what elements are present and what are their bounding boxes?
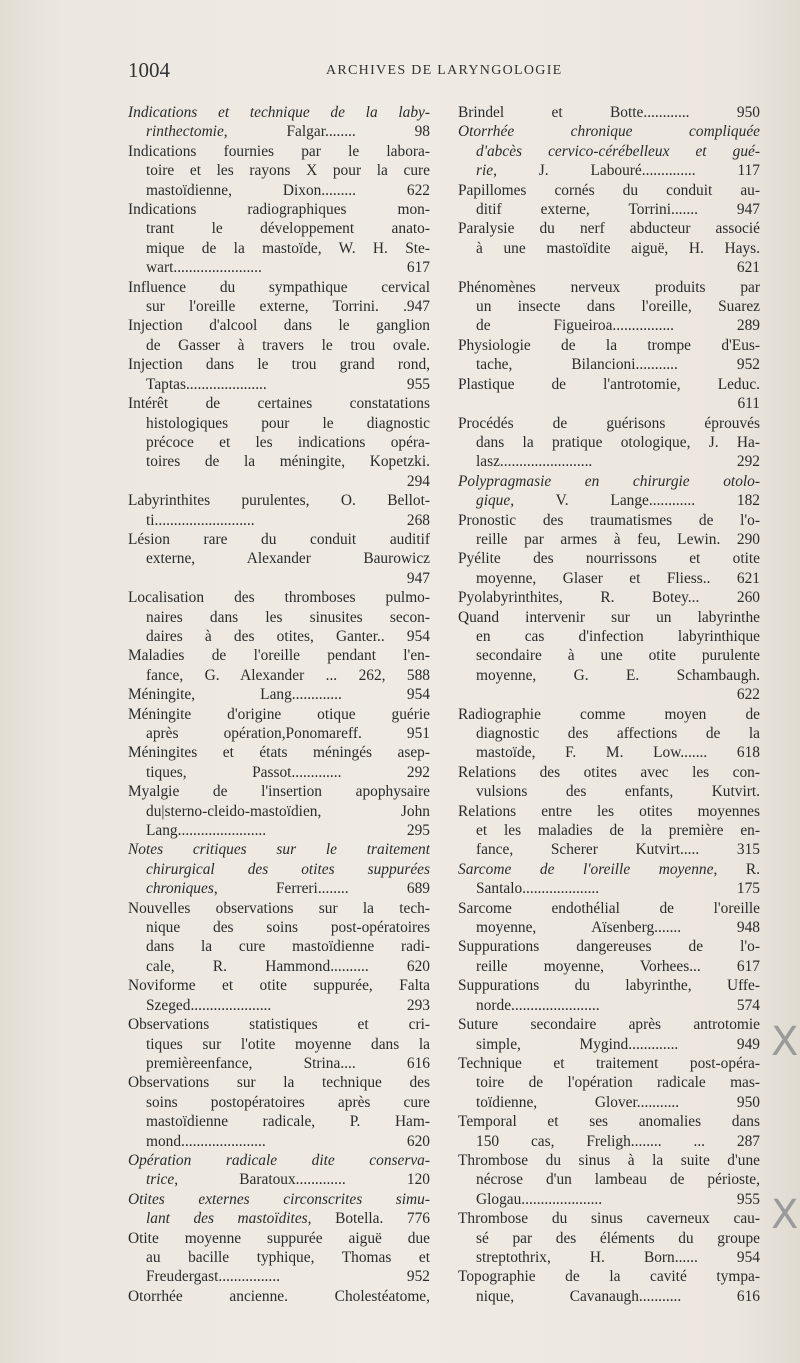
index-entry [458,336,760,375]
index-line: Observations sur la technique des [128,1074,430,1092]
index-line: Santalo.................... 175 [476,880,760,898]
index-line: Intérêt de certaines constatations [128,395,430,413]
index-line: Méningite, Lang............. 954 [128,686,430,704]
index-line: Plastique de l'antrotomie, Leduc. [458,375,760,393]
index-line: Lésion rare du conduit auditif [128,530,430,548]
index-line: moyenne, Glaser et Fliess.. 621 [476,569,760,587]
index-line: Injection d'alcool dans le ganglion [128,317,430,335]
index-line: mastoïde, F. M. Low....... 618 [476,744,760,762]
index-entry [458,278,760,336]
index-line: moyenne, G. E. Schambaugh. [476,666,760,684]
index-entry [128,316,430,355]
index-line: Pronostic des traumatismes de l'o- [458,511,760,529]
index-page-ref: 621 [736,259,760,277]
index-line: rie, J. Labouré.............. 117 [476,162,760,180]
index-entry [128,491,430,530]
index-line: histologiques pour le diagnostic [146,414,430,432]
index-entry [458,103,760,122]
index-page-ref: 611 [737,395,760,413]
index-entry [458,588,760,607]
index-entry [458,549,760,588]
index-line: Relations entre les otites moyennes [458,802,760,820]
index-line: en cas d'infection labyrinthique [476,627,760,645]
index-line: Otorrhée ancienne. Cholestéatome, [128,1287,430,1305]
index-line: Relations des otites avec les con- [458,763,760,781]
index-entry [458,181,760,220]
index-entry [458,802,760,860]
index-entry [128,1015,430,1073]
index-entry [128,1151,430,1190]
index-entry [458,219,760,277]
index-line: toire et les rayons X pour la cure [146,162,430,180]
index-line: reille moyenne, Vorhees... 617 [476,957,760,975]
index-line: et les maladies de la première en- [476,822,760,840]
index-line: 150 cas, Freligh........ ... 287 [476,1132,760,1150]
index-entry [458,705,760,763]
index-line: cale, R. Hammond.......... 620 [146,957,430,975]
index-line: toire de l'opération radicale mas- [476,1074,760,1092]
index-line: sé par des éléments du groupe [476,1229,760,1247]
index-entry [128,530,430,588]
index-line: toïdienne, Glover........... 950 [476,1093,760,1111]
index-entry [128,1190,430,1229]
index-line: Polypragmasie en chirurgie otolo- [458,472,760,490]
index-line: naires dans les sinusites secon- [146,608,430,626]
index-line: Notes critiques sur le traitement [128,841,430,859]
index-line: Temporal et ses anomalies dans [458,1113,760,1131]
index-line: Taptas..................... 955 [146,375,430,393]
index-line: après opération,Ponomareff. 951 [146,725,430,742]
index-entry [128,743,430,782]
index-line: norde....................... 574 [476,996,760,1014]
index-line: nique des soins post-opératoires [146,919,430,937]
index-line: Topographie de la cavité tympa- [458,1268,760,1286]
index-line: Phénomènes nerveux produits par [458,278,760,296]
index-entry [458,608,760,705]
index-line: Indications fournies par le labora- [128,142,430,160]
index-entry [128,1073,430,1151]
index-line: toires de la méningite, Kopetzki. [146,453,430,471]
index-line: mastoïdienne, Dixon......... 622 [146,181,430,199]
index-entry [128,899,430,977]
index-line: moyenne, Aïsenberg....... 948 [476,919,760,937]
index-line: mique de la mastoïde, W. H. Ste- [146,239,430,257]
index-line: dans la pratique otologique, J. Ha- [476,433,760,451]
index-line: Otite moyenne suppurée aiguë due [128,1229,430,1247]
index-line: chirurgical des otites suppurées [146,860,430,878]
index-line: Szeged..................... 293 [146,996,430,1014]
index-line: Freudergast................ 952 [146,1268,430,1286]
index-line: Labyrinthites purulentes, O. Bellot- [128,492,430,510]
index-line: mastoïdienne radicale, P. Ham- [146,1113,430,1131]
index-page-ref: 947 [406,569,430,587]
index-line: à une mastoïdite aiguë, H. Hays. [476,239,760,257]
index-line: fance, Scherer Kutvirt..... 315 [476,841,760,859]
index-entry [128,103,430,142]
index-page-ref: 294 [406,472,430,490]
index-entry [458,511,760,550]
index-entry [128,976,430,1015]
index-entry [128,1287,430,1306]
index-line: précoce et les indications opéra- [146,433,430,451]
index-line: lasz........................ 292 [476,453,760,471]
index-column-left [128,103,430,1306]
index-line: Myalgie de l'insertion apophysaire [128,783,430,801]
index-entry [458,860,760,899]
index-entry [128,278,430,317]
index-line: Indications radiographiques mon- [128,201,430,219]
index-entry [458,1112,760,1151]
index-line: externe, Alexander Baurowicz [146,550,430,568]
index-line: Otorrhée chronique compliquée [458,123,760,141]
index-entry [458,1015,760,1054]
page-header [128,58,738,88]
index-line: Papillomes cornés du conduit au- [458,181,760,199]
index-line: Sarcome endothélial de l'oreille [458,899,760,917]
index-line: Radiographie comme moyen de [458,705,760,723]
index-line: Nouvelles observations sur la tech- [128,899,430,917]
index-entry [458,1209,760,1267]
index-page-ref: 622 [736,686,760,704]
index-line: Suppurations du labyrinthe, Uffe- [458,977,760,995]
index-line: Technique et traitement post-opéra- [458,1054,760,1072]
index-line: tiques, Passot............. 292 [146,763,430,781]
index-line: nique, Cavanaugh........... 616 [476,1287,760,1305]
index-line: lant des mastoïdites, Botella. 776 [146,1210,430,1228]
index-line: ditif externe, Torrini....... 947 [476,201,760,219]
index-line: Paralysie du nerf abducteur associé [458,220,760,238]
index-line: Maladies de l'oreille pendant l'en- [128,647,430,665]
index-line: rinthectomie, Falgar........ 98 [146,123,430,141]
index-line: Suppurations dangereuses de l'o- [458,938,760,956]
index-line: Thrombose du sinus à la suite d'une [458,1151,760,1169]
index-entry [458,976,760,1015]
index-line: wart....................... 617 [146,259,430,277]
index-entry [458,414,760,472]
index-line: soins postopératoires après cure [146,1093,430,1111]
index-entry [458,899,760,938]
index-line: nécrose d'un lambeau de périoste, [476,1171,760,1189]
index-line: Thrombose du sinus caverneux cau- [458,1210,760,1228]
index-entry [128,355,430,394]
index-entry [458,1151,760,1209]
margin-mark: X [771,1192,799,1238]
index-line: Observations statistiques et cri- [128,1016,430,1034]
index-entry [458,122,760,180]
index-line: Glogau..................... 955 [476,1190,760,1208]
index-line: au bacille typhique, Thomas et [146,1248,430,1266]
index-line: gique, V. Lange............ 182 [476,492,760,510]
index-line: reille par armes à feu, Lewin. 290 [476,530,760,548]
running-title: ARCHIVES DE LARYNGOLOGIE [326,63,563,78]
index-line: du|sterno-cleido-mastoïdien, John [146,802,430,820]
index-line: trant le développement anato- [146,220,430,238]
index-line: Méningites et états méningés asep- [128,744,430,762]
index-entry [128,705,430,744]
index-line: secondaire à une otite purulente [476,647,760,665]
index-line: trice, Baratoux............. 120 [146,1171,430,1189]
index-line: diagnostic des affections de la [476,725,760,742]
index-line: Noviforme et otite suppurée, Falta [128,977,430,995]
index-line: Suture secondaire après antrotomie [458,1016,760,1034]
index-line: Pyolabyrinthites, R. Botey... 260 [458,589,760,607]
index-column-right [458,103,760,1306]
index-entry [128,782,430,840]
index-line: de Figueiroa................ 289 [476,317,760,335]
index-line: tache, Bilancioni........... 952 [476,356,760,374]
margin-mark: X [771,1019,799,1065]
index-line: Opération radicale dite conserva- [128,1151,430,1169]
index-line: d'abcès cervico-cérébelleux et gué- [476,142,760,160]
index-line: Lang....................... 295 [146,822,430,840]
index-entry [458,763,760,802]
index-line: mond...................... 620 [146,1132,430,1150]
index-line: daires à des otites, Ganter.. 954 [146,627,430,645]
index-line: Physiologie de la trompe d'Eus- [458,336,760,354]
index-line: Localisation des thromboses pulmo- [128,589,430,607]
index-line: dans la cure mastoïdienne radi- [146,938,430,956]
index-line: Brindel et Botte............ 950 [458,104,760,121]
index-line: premièreenfance, Strina.... 616 [146,1054,430,1072]
index-line: tiques sur l'otite moyenne dans la [146,1035,430,1053]
index-entry [128,588,430,646]
index-line: ti.......................... 268 [146,511,430,529]
index-line: de Gasser à travers le trou ovale. [146,336,430,354]
index-line: simple, Mygind............. 949 [476,1035,760,1053]
index-line: chroniques, Ferreri........ 689 [146,880,430,898]
index-line: Procédés de guérisons éprouvés [458,414,760,432]
index-line: Injection dans le trou grand rond, [128,356,430,374]
index-line: fance, G. Alexander ... 262, 588 [146,666,430,684]
index-entry [128,646,430,685]
index-line: sur l'oreille externe, Torrini. .947 [146,298,430,316]
index-entry [128,685,430,704]
index-line: Pyélite des nourrissons et otite [458,550,760,568]
index-entry [128,142,430,200]
index-entry [458,375,760,414]
index-line: Indications et technique de la laby- [128,104,430,121]
index-entry [128,394,430,491]
index-line: Méningite d'origine otique guérie [128,705,430,723]
index-entry [458,1054,760,1112]
index-line: streptothrix, H. Born...... 954 [476,1248,760,1266]
index-line: vulsions des enfants, Kutvirt. [476,783,760,801]
index-line: Influence du sympathique cervical [128,278,430,296]
index-entry [128,200,430,278]
index-entry [128,1229,430,1287]
index-line: Quand intervenir sur un labyrinthe [458,608,760,626]
index-entry [458,472,760,511]
index-line: un insecte dans l'oreille, Suarez [476,298,760,316]
index-line: Otites externes circonscrites simu- [128,1190,430,1208]
index-line: Sarcome de l'oreille moyenne, R. [458,860,760,878]
index-entry [128,840,430,898]
index-entry [458,1267,760,1306]
page-number: 1004 [128,58,170,82]
index-entry [458,937,760,976]
